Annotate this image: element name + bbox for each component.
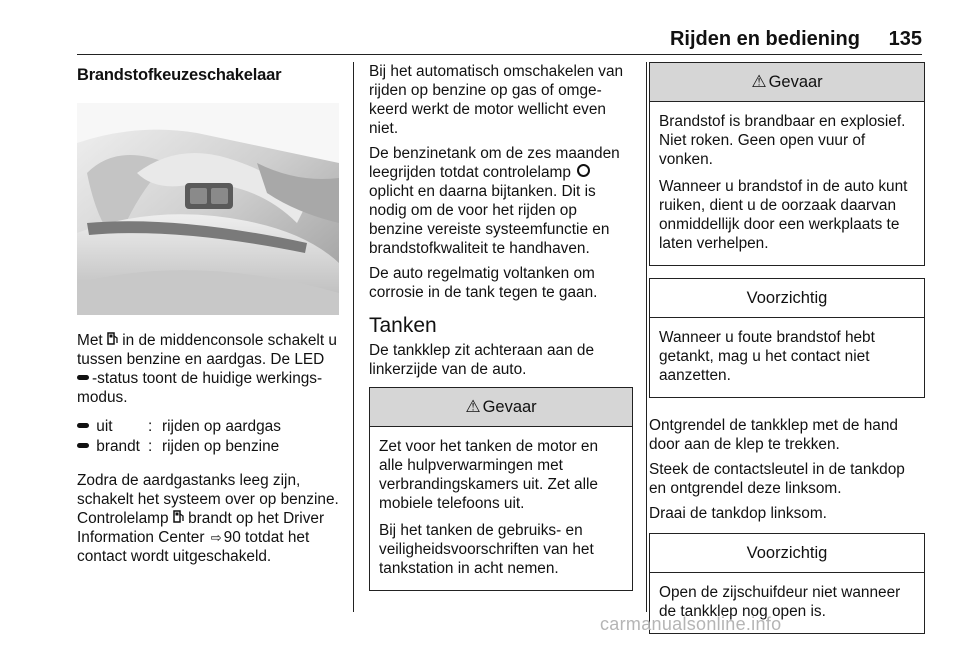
danger-box	[649, 62, 925, 266]
paragraph: De benzinetank om de zes maanden leegrijden totdat controlelamp oplicht en daarna bijtanken. Dit is nodig om de voor het rijden op benzine vereiste systeemfunctie en brandstofkwaliteit te handhaven.	[369, 145, 620, 257]
page-number: 135	[888, 28, 922, 50]
danger-box	[369, 387, 633, 591]
watermark: carmanualsonline.info	[600, 614, 782, 634]
column-divider-2	[646, 62, 647, 612]
fuel-selector-icon	[173, 509, 184, 528]
column-divider-1	[353, 62, 354, 612]
paragraph: Open de zijschuifdeur niet wanneer de tankklep nog open is.	[659, 584, 901, 620]
caution-box	[649, 278, 925, 398]
empty-tank-description: Zodra de aardgastanks leeg zijn, schakelt het systeem over op benzine. Controlelamp brandt op het Driver Information Center ⇨ 90 totdat het contact wordt uitgeschakeld.	[77, 472, 339, 565]
paragraph: Bij het automatisch omschakelen van rijden op benzine op gas of omgekeerd werkt de motor wellicht even niet.	[369, 63, 624, 137]
paragraph: Ontgrendel de tankklep met de hand door aan de klep te trekken.	[649, 417, 898, 453]
section-title: Brandstofkeuzeschakelaar	[77, 66, 282, 84]
paragraph: De tankklep zit achteraan aan de linkerzijde van de auto.	[369, 342, 595, 378]
box-header: Voorzichtig	[650, 279, 924, 318]
paragraph: Bij het tanken de gebruiks- en veiligheidsvoorschriften van het tankstation in acht nemen.	[379, 522, 594, 577]
paragraph: De auto regelmatig voltanken om corrosie in de tank tegen te gaan.	[369, 265, 598, 301]
page-header	[77, 26, 922, 55]
column-middle	[369, 62, 633, 603]
page-title: Rijden en bediening	[669, 28, 860, 50]
page-reference-arrow-icon: ⇨	[210, 530, 222, 545]
column-left	[77, 62, 341, 572]
column-right	[649, 62, 925, 646]
section-heading: Tanken	[369, 314, 437, 337]
dashboard-switch-photo	[77, 103, 339, 315]
paragraph: Steek de contactsleutel in de tankdop en ontgrendel deze linksom.	[649, 461, 905, 497]
box-header: ⚠ Gevaar	[370, 388, 632, 427]
table-row: uit : rijden op aardgas	[77, 417, 341, 437]
paragraph: Brandstof is brandbaar en explosief. Niet roken. Geen open vuur of vonken.	[659, 113, 906, 168]
fuel-selector-icon	[107, 331, 118, 350]
switch-description: Met in de middenconsole schakelt u tussen benzine en aardgas. De LED -status toont de huidige werkingsmodus.	[77, 332, 337, 406]
paragraph: Draai de tankdop linksom.	[649, 505, 827, 522]
warning-icon: ⚠	[465, 397, 481, 416]
led-icon	[77, 443, 89, 448]
led-icon	[77, 423, 89, 428]
fuel-warning-lamp-icon	[577, 164, 590, 177]
page-reference-link[interactable]: 90	[223, 529, 241, 546]
box-header: Voorzichtig	[650, 534, 924, 573]
led-status-table	[77, 417, 341, 457]
warning-icon: ⚠	[751, 72, 767, 91]
table-row: brandt : rijden op benzine	[77, 437, 341, 457]
box-header: ⚠ Gevaar	[650, 63, 924, 102]
paragraph: Zet voor het tanken de motor en alle hulpverwarmingen met verbrandingskamers uit. Zet alle mobiele telefoons uit.	[379, 438, 599, 512]
led-icon	[77, 375, 89, 380]
paragraph: Wanneer u brandstof in de auto kunt ruiken, dient u de oorzaak daarvan onmiddellijk door een werkplaats te laten verhelpen.	[659, 178, 908, 252]
paragraph: Wanneer u foute brandstof hebt getankt, mag u het contact niet aanzetten.	[659, 329, 875, 384]
